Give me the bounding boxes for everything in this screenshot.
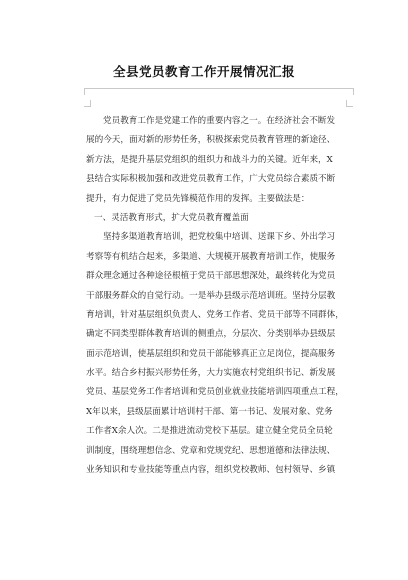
body-line: 面示范培训，使基层组织和党员干部能够真正立足岗位，提高服务: [86, 348, 336, 359]
crop-mark-left: [84, 100, 91, 107]
body-line: X年以来，县级层面累计培训村干部、第一书记、发展对象、党务: [86, 406, 333, 417]
body-line: 新方法，是提升基层党组织的组织力和战斗力的关键。近年来，X: [86, 154, 333, 165]
body-line: 党员、基层党务工作者培训和党员创业就业技能培训四项重点工程，: [86, 387, 344, 398]
body-line: 育培训，针对基层组织负责人、党务工作者、党员干部等不同群体，: [86, 309, 344, 320]
text-frame-top: [84, 88, 354, 95]
crop-mark-right: [346, 100, 353, 107]
body-line: 提升，有力促进了党员先锋模范作用的发挥。主要做法是：: [86, 193, 310, 204]
body-line: 展的今天，面对新的形势任务，积极探索党员教育管理的新途径、: [86, 135, 336, 146]
section-heading: 一、灵活教育形式，扩大党员教育覆盖面: [94, 212, 249, 223]
body-line: 干部服务群众的自觉行动。一是举办县级示范培训班。坚持分层教: [86, 290, 336, 301]
document-title: 全县党员教育工作开展情况汇报: [112, 64, 295, 79]
body-line: 业务知识和专业技能等重点内容，组织党校教师、包村领导、乡镇: [86, 465, 336, 476]
document-body: [86, 112, 354, 480]
body-line: 考察等有机结合起来，多渠道、大规模开展教育培训工作，使服务: [86, 251, 336, 262]
body-line: 党员教育工作是党建工作的重要内容之一。在经济社会不断发: [103, 116, 336, 126]
body-line: 县结合实际积极加强和改进党员教育工作，广大党员综合素质不断: [86, 174, 336, 185]
body-line: 群众理念通过各种途径根植于党员干部思想深处，最终转化为党员: [86, 271, 336, 282]
body-line: 确定不同类型群体教育培训的侧重点，分层次、分类别举办县级层: [86, 329, 336, 340]
body-line: 训制度，围绕理想信念、党章和党规党纪、思想道德和法律法规、: [86, 445, 336, 456]
body-line: 工作者X余人次。二是推进流动党校下基层。建立健全党员全员轮: [86, 426, 333, 437]
body-line: 水平。结合乡村振兴形势任务，大力实施农村党组织书记、新发展: [86, 368, 336, 379]
body-line: 坚持多渠道教育培训，把党校集中培训、送课下乡、外出学习: [103, 232, 336, 243]
